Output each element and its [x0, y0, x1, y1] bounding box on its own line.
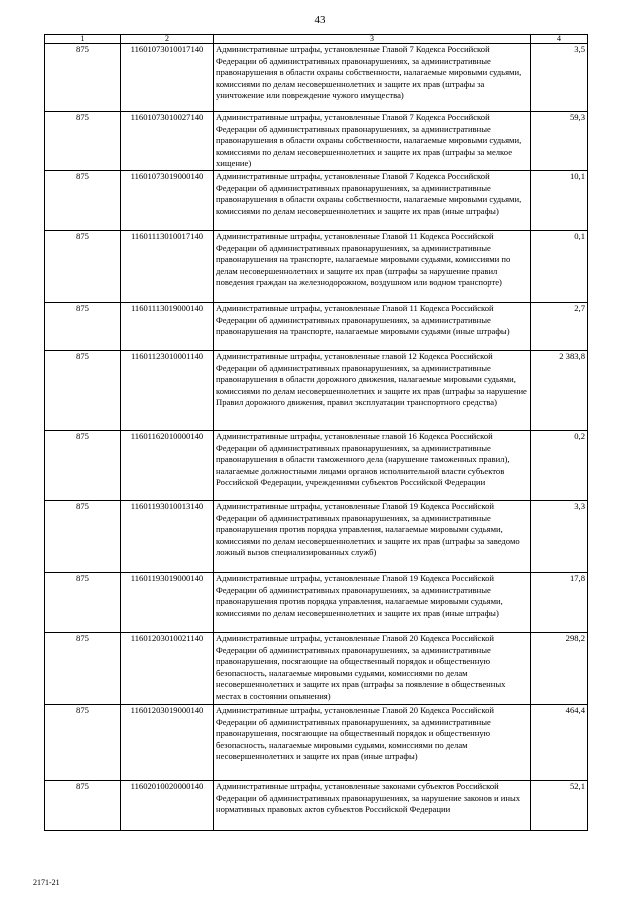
- description-cell: Административные штрафы, установленные главой 16 Кодекса Российской Федерации об административных правонарушениях, за административные правонарушения в области таможенного дела (нарушение таможенных правил), налагаемые должностными лицами органов исполнительной власти субъектов Российской Федерации, учреждениями субъектов Российской Федерации: [214, 430, 531, 500]
- table-row: [45, 500, 588, 572]
- description-cell: Административные штрафы, установленные законами субъектов Российской Федерации об административных правонарушениях, за нарушение законов и иных нормативных правовых актов субъектов Российской Федерации: [214, 780, 531, 830]
- description-cell: Административные штрафы, установленные главой 12 Кодекса Российской Федерации об административных правонарушениях, за административные правонарушения в области дорожного движения, налагаемые мировыми судьями, комиссиями по делам несовершеннолетних и защите их прав (штрафы за нарушение Правил дорожного движения, правил эксплуатации транспортного средства): [214, 350, 531, 430]
- description-cell: Административные штрафы, установленные Главой 20 Кодекса Российской Федерации об административных правонарушениях, за административные правонарушения, посягающие на общественный порядок и общественную безопасность, налагаемые мировыми судьями, комиссиями по делам несовершеннолетних и защите их прав (штрафы за появление в общественных местах в состоянии опьянения): [214, 632, 531, 704]
- admin-code-cell: 875: [45, 632, 121, 704]
- admin-code-cell: 875: [45, 430, 121, 500]
- amount-cell: 464,4: [531, 704, 588, 780]
- page-number: 43: [314, 14, 326, 26]
- column-header: 1: [45, 35, 121, 44]
- amount-cell: 0,2: [531, 430, 588, 500]
- table-row: [45, 572, 588, 632]
- amount-cell: 2,7: [531, 302, 588, 350]
- table-row: [45, 44, 588, 112]
- admin-code-cell: 875: [45, 230, 121, 302]
- description-cell: Административные штрафы, установленные Главой 11 Кодекса Российской Федерации об административных правонарушениях, за административные правонарушения на транспорте, налагаемые мировыми судьями (иные штрафы): [214, 302, 531, 350]
- admin-code-cell: 875: [45, 350, 121, 430]
- document-code: 2171-21: [33, 878, 60, 887]
- description-cell: Административные штрафы, установленные Главой 19 Кодекса Российской Федерации об административных правонарушениях, за административные правонарушения против порядка управления, налагаемые мировыми судьями, комиссиями по делам несовершеннолетних и защите их прав (штрафы за заведомо ложный вызов специализированных служб): [214, 500, 531, 572]
- amount-cell: 3,3: [531, 500, 588, 572]
- admin-code-cell: 875: [45, 780, 121, 830]
- classification-code-cell: 11601073019000140: [121, 170, 214, 230]
- admin-code-cell: 875: [45, 572, 121, 632]
- admin-code-cell: 875: [45, 500, 121, 572]
- table-row: [45, 780, 588, 830]
- admin-code-cell: 875: [45, 170, 121, 230]
- admin-code-cell: 875: [45, 112, 121, 171]
- revenue-table: [44, 34, 588, 831]
- classification-code-cell: 11601123010001140: [121, 350, 214, 430]
- description-cell: Административные штрафы, установленные Главой 7 Кодекса Российской Федерации об административных правонарушениях, за административные правонарушения в области охраны собственности, налагаемые мировыми судьями, комиссиями по делам несовершеннолетних и защите их прав (штрафы за уничтожение или повреждение чужого имущества): [214, 44, 531, 112]
- description-cell: Административные штрафы, установленные Главой 7 Кодекса Российской Федерации об административных правонарушениях, за административные правонарушения в области охраны собственности, налагаемые мировыми судьями, комиссиями по делам несовершеннолетних и защите их прав (иные штрафы): [214, 170, 531, 230]
- classification-code-cell: 11601113019000140: [121, 302, 214, 350]
- table-row: [45, 112, 588, 171]
- column-header: 4: [531, 35, 588, 44]
- table-row: [45, 302, 588, 350]
- admin-code-cell: 875: [45, 302, 121, 350]
- classification-code-cell: 11602010020000140: [121, 780, 214, 830]
- admin-code-cell: 875: [45, 44, 121, 112]
- table-row: [45, 230, 588, 302]
- amount-cell: 0,1: [531, 230, 588, 302]
- table-row: [45, 704, 588, 780]
- amount-cell: 298,2: [531, 632, 588, 704]
- table-row: [45, 170, 588, 230]
- amount-cell: 59,3: [531, 112, 588, 171]
- description-cell: Административные штрафы, установленные Главой 7 Кодекса Российской Федерации об административных правонарушениях, за административные правонарушения в области охраны собственности, налагаемые мировыми судьями, комиссиями по делам несовершеннолетних и защите их прав (штрафы за мелкое хищение): [214, 112, 531, 171]
- column-header: 2: [121, 35, 214, 44]
- classification-code-cell: 11601073010027140: [121, 112, 214, 171]
- classification-code-cell: 11601193019000140: [121, 572, 214, 632]
- amount-cell: 2 383,8: [531, 350, 588, 430]
- description-cell: Административные штрафы, установленные Главой 20 Кодекса Российской Федерации об административных правонарушениях, за административные правонарушения, посягающие на общественный порядок и общественную безопасность, налагаемые мировыми судьями, комиссиями по делам несовершеннолетних и защите их прав (иные штрафы): [214, 704, 531, 780]
- admin-code-cell: 875: [45, 704, 121, 780]
- table-row: [45, 430, 588, 500]
- amount-cell: 17,8: [531, 572, 588, 632]
- classification-code-cell: 11601113010017140: [121, 230, 214, 302]
- column-header: 3: [214, 35, 531, 44]
- classification-code-cell: 11601193010013140: [121, 500, 214, 572]
- classification-code-cell: 11601203019000140: [121, 704, 214, 780]
- classification-code-cell: 11601073010017140: [121, 44, 214, 112]
- table-row: [45, 632, 588, 704]
- description-cell: Административные штрафы, установленные Главой 11 Кодекса Российской Федерации об административных правонарушениях, за административные правонарушения на транспорте, налагаемые мировыми судьями, комиссиями по делам несовершеннолетних и защите их прав (штрафы за нарушение правил поведения граждан на железнодорожном, воздушном или водном транспорте): [214, 230, 531, 302]
- amount-cell: 3,5: [531, 44, 588, 112]
- column-header-row: [45, 35, 588, 44]
- classification-code-cell: 11601203010021140: [121, 632, 214, 704]
- table-row: [45, 350, 588, 430]
- description-cell: Административные штрафы, установленные Главой 19 Кодекса Российской Федерации об административных правонарушениях, за административные правонарушения против порядка управления, налагаемые мировыми судьями, комиссиями по делам несовершеннолетних и защите их прав (иные штрафы): [214, 572, 531, 632]
- classification-code-cell: 11601162010000140: [121, 430, 214, 500]
- amount-cell: 10,1: [531, 170, 588, 230]
- amount-cell: 52,1: [531, 780, 588, 830]
